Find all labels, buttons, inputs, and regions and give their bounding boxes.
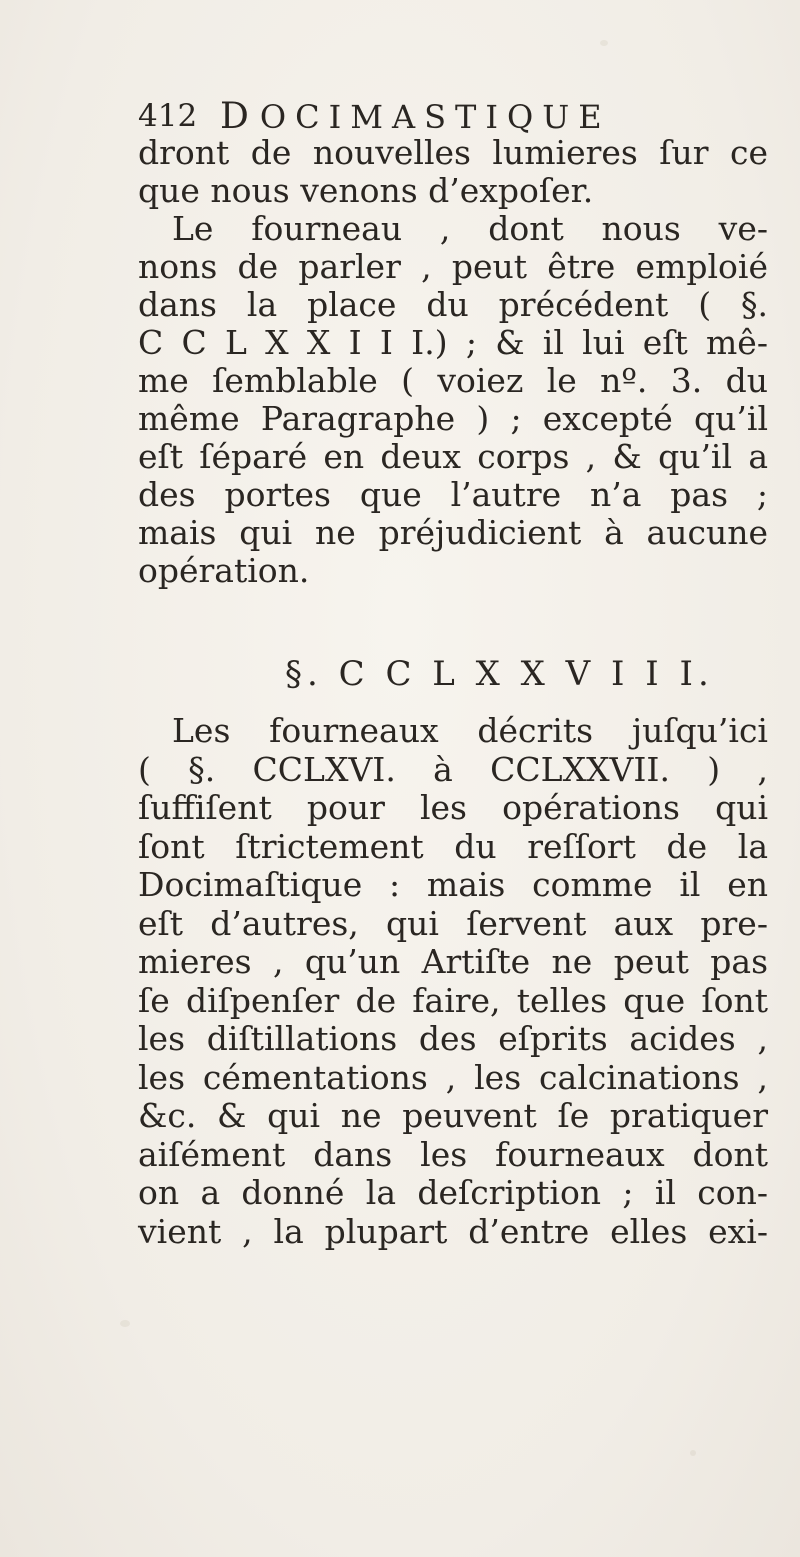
text-line: ſont ſtrictement du reſſort de la xyxy=(138,826,768,866)
text-line: C C L X X I I I.) ; & il lui eſt mê- xyxy=(138,323,768,362)
text-line: vient , la plupart d’entre elles exi- xyxy=(138,1211,768,1251)
running-title-rest: OCIMASTIQUE xyxy=(259,98,611,136)
text-line: Les fourneaux décrits juſqu’ici xyxy=(172,711,768,750)
text-line: mais qui ne préjudicient à aucune xyxy=(138,513,768,552)
body-text-top xyxy=(138,134,768,590)
paper-stain xyxy=(690,1450,696,1456)
text-line: ſuffiſent pour les opérations qui xyxy=(138,788,768,827)
running-title-initial: D xyxy=(220,96,260,137)
text-line: mieres , qu’un Artiſte ne peut pas xyxy=(138,942,768,981)
text-line: nons de parler , peut être emploié xyxy=(138,247,768,286)
paper-stain xyxy=(600,40,608,46)
text-line: même Paragraphe ) ; excepté qu’il xyxy=(138,399,768,438)
text-line: eſt d’autres, qui ſervent aux pre- xyxy=(138,903,768,943)
text-line: dront de nouvelles lumieres ſur ce xyxy=(138,133,768,172)
text-line: me ſemblable ( voiez le nº. 3. du xyxy=(138,361,768,400)
text-line: des portes que l’autre n’a pas ; xyxy=(138,475,768,514)
section-heading: §. C C L X X V I I I. xyxy=(285,654,714,694)
text-line: les cémentations , les calcinations , xyxy=(138,1057,768,1097)
text-line: que nous venons d’expoſer. xyxy=(138,171,594,210)
text-line: &c. & qui ne peuvent ſe pratiquer xyxy=(138,1096,768,1135)
page-number: 412 xyxy=(138,98,198,134)
text-line: Docimaſtique : mais comme il en xyxy=(138,865,768,904)
text-line: ſe diſpenſer de faire, telles que ſont xyxy=(138,980,768,1020)
paper-stain xyxy=(120,1320,130,1327)
running-title xyxy=(220,96,611,137)
text-line: opération. xyxy=(138,551,310,590)
text-line: les diſtillations des eſprits acides , xyxy=(138,1019,768,1058)
text-line: on a donné la deſcription ; il con- xyxy=(138,1173,768,1212)
text-line: dans la place du précédent ( §. xyxy=(138,285,768,324)
text-line: aiſément dans les fourneaux dont xyxy=(138,1134,768,1174)
text-line: eſt ſéparé en deux corps , & qu’il a xyxy=(138,437,768,476)
text-line: Le fourneau , dont nous ve- xyxy=(172,209,768,248)
text-line: ( §. CCLXVI. à CCLXXVII. ) , xyxy=(138,749,768,789)
running-header xyxy=(138,96,758,136)
body-text-bottom xyxy=(138,712,768,1251)
